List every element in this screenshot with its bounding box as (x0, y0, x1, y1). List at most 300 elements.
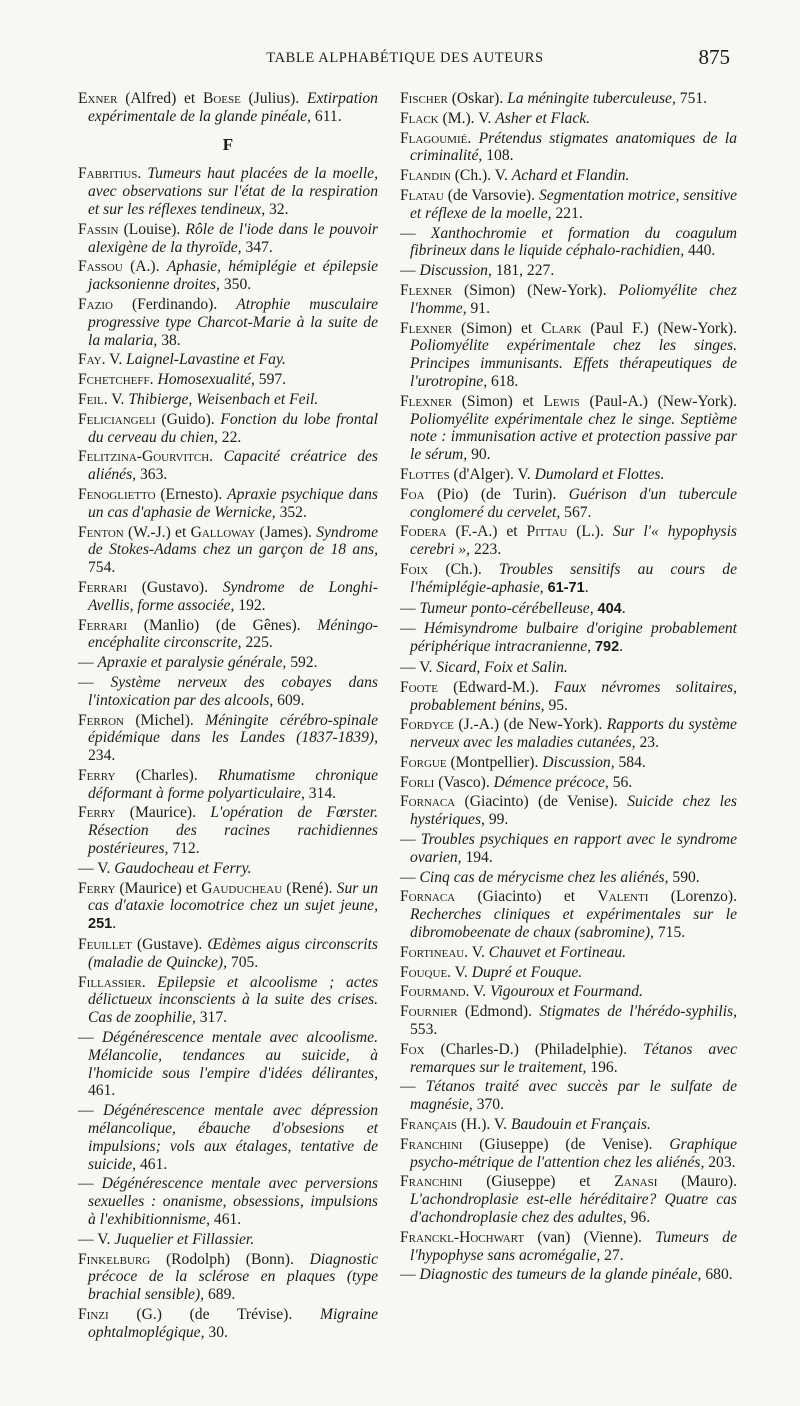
entry-text: (Gustavo). (127, 578, 223, 596)
index-entry (400, 964, 737, 982)
author-name: Flexner (400, 281, 453, 299)
work-title: L'achondroplasie est-elle héréditaire? Quatre cas d'achondroplasie chez des adultes, (410, 1191, 737, 1227)
entry-text: 680. (701, 1266, 733, 1284)
work-title: Capacité créatrice des aliénés, (88, 448, 378, 484)
index-entry (400, 262, 737, 280)
work-title: Extirpation expérimentale de la glande pinéale, (88, 90, 378, 125)
author-name: Finkelburg (78, 1250, 151, 1268)
work-title: Poliomyélite expérimentale chez les singes. Principes immunisants. Effets thérapeutiques de l'urotropine, (410, 337, 737, 390)
entry-text: — V. (400, 658, 437, 676)
entry-text: 96. (626, 1209, 651, 1227)
work-title: Troubles sensitifs au cours de l'hémiplégie-aphasie, (410, 560, 737, 596)
index-entry (78, 1102, 378, 1173)
entry-text: (Simon) et (452, 392, 544, 410)
index-entry (78, 371, 378, 389)
author-name: Exner (78, 90, 118, 107)
index-entry (400, 754, 737, 772)
work-title: Segmentation motrice, sensitive et réflexe de la moelle, (410, 186, 737, 222)
entry-text: 712. (168, 840, 200, 858)
entry-text: . (467, 129, 479, 147)
entry-text: (René). (282, 879, 337, 897)
work-title: Rôle de l'iode dans le pouvoir alexigène de la thyroïde, (88, 220, 378, 256)
entry-text: . V. (464, 943, 489, 961)
index-entry (400, 774, 737, 792)
entry-text: 590. (668, 868, 700, 886)
entry-text: (Pio) (de Turin). (424, 485, 569, 503)
entry-text: 567. (560, 503, 592, 521)
left-column (78, 90, 378, 1344)
entry-text: (Guido). (155, 410, 221, 428)
work-title: Prétendus stigmates anatomiques de la criminalité, (410, 129, 737, 165)
index-entry (78, 524, 378, 577)
entry-text: 181, 227. (491, 262, 555, 280)
author-name: Boese (202, 90, 241, 107)
entry-text: (A.). (122, 258, 167, 276)
entry-text: (Giacinto) et (455, 888, 598, 906)
entry-text: 350. (219, 276, 252, 294)
author-name: Foix (400, 560, 429, 578)
entry-text: (van) (Vienne). (524, 1228, 656, 1246)
entry-text: (Ch.). (428, 560, 499, 578)
author-name: Ferrari (78, 616, 128, 634)
entry-text: 225. (241, 634, 273, 652)
entry-text: — (400, 599, 420, 617)
author-name: Ferry (78, 766, 116, 784)
author-name: Fay (78, 351, 102, 369)
entry-text: 108. (482, 147, 514, 165)
work-title: Poliomyélite expérimentale chez le singe. Septième note : immunisation active et protection passive par le sérum, (410, 410, 737, 464)
work-title: Système nerveux des cobayes dans l'intoxication par des alcools, (88, 673, 378, 709)
index-entry (78, 654, 378, 672)
work-title: Apraxie et paralysie générale, (97, 654, 287, 672)
entry-text: — (400, 831, 421, 849)
entry-text: 347. (241, 238, 273, 256)
index-entry (78, 1306, 378, 1342)
entry-text: 90. (467, 446, 491, 464)
index-entry (400, 944, 737, 962)
entry-text: (Maurice) et (115, 879, 202, 897)
entry-text: (Alfred) et (117, 90, 203, 107)
entry-text: 194. (461, 848, 493, 866)
work-title: Baudouin et Français. (510, 1116, 651, 1134)
author-name: Flandin (400, 167, 451, 185)
entry-text: 314. (304, 784, 337, 802)
work-title: Graphique psycho-métrique de l'attention chez les aliénés, (410, 1135, 737, 1171)
author-name: Fourmand (400, 983, 466, 1001)
entry-text: 618. (487, 372, 519, 390)
author-name: Felitzina-Gourvitch (78, 448, 210, 466)
index-entry (400, 130, 737, 166)
work-title: Dumolard et Flottes. (534, 465, 665, 483)
author-name: Flottes (400, 465, 450, 483)
index-entry (400, 225, 737, 261)
author-name: Ferry (78, 879, 116, 897)
entry-text: — (400, 262, 420, 280)
entry-text: (H.). V. (456, 1116, 511, 1134)
work-title: Laignel-Lavastine et Fay. (126, 351, 286, 369)
right-column (400, 90, 737, 1286)
entry-text: 99. (484, 811, 509, 829)
entry-text: — (400, 224, 431, 242)
author-name: Fassou (78, 258, 123, 276)
author-name: Fenton (78, 523, 124, 541)
author-name: Valenti (597, 888, 649, 906)
index-entry (400, 282, 737, 318)
work-title: Dégénérescence mentale avec alcoolisme. Mélancolie, tendances au suicide, à l'homicide sous l'empire d'idées délirantes, (88, 1029, 378, 1082)
entry-text: 223. (470, 541, 502, 559)
entry-text: (F.-A.) et (446, 523, 527, 541)
entry-text: 751. (675, 90, 708, 107)
author-name: Fchetcheff (78, 371, 150, 389)
index-entry (78, 579, 378, 615)
page-number: 875 (698, 45, 730, 69)
index-entry (400, 1266, 737, 1284)
entry-text: 203. (704, 1153, 736, 1171)
entry-text: 553. (410, 1021, 438, 1039)
page-header (80, 45, 730, 78)
author-name: Foote (400, 678, 438, 696)
entry-text: 95. (544, 696, 568, 714)
work-title: Sur l'« hypophysis cerebri », (410, 523, 737, 559)
author-name: Forgue (400, 753, 447, 771)
entry-text: . (584, 578, 589, 596)
author-name: Fouque (400, 963, 448, 981)
entry-text: — (78, 1102, 104, 1120)
work-title: Discussion, (542, 753, 615, 771)
entry-text: . (141, 973, 158, 991)
work-title: Rapports du système nerveux avec les maladies cutanées, (410, 716, 737, 752)
entry-text: (Julius). (240, 90, 307, 107)
entry-text: 689. (204, 1286, 236, 1304)
entry-text: . (149, 371, 158, 389)
entry-text: (J.-A.) (de New-York). (453, 716, 607, 734)
author-name: Fischer (400, 90, 448, 107)
entry-text: 352. (275, 503, 307, 521)
entry-text: (Vasco). (434, 773, 494, 791)
entry-text: 192. (234, 596, 266, 614)
entry-text: 705. (227, 953, 259, 971)
index-entry (400, 1078, 737, 1114)
entry-text: — V. (78, 1230, 115, 1248)
entry-text: (Michel). (123, 711, 206, 729)
work-title: Dupré et Fouque. (471, 963, 583, 981)
entry-text: (Giacinto) (de Venise). (455, 793, 628, 811)
index-entry (78, 1231, 378, 1249)
entry-text: (Giuseppe) et (462, 1173, 615, 1191)
entry-text: (de Varsovie). (443, 186, 539, 204)
author-name: Fazio (78, 295, 113, 313)
author-name: Français (400, 1116, 457, 1134)
entry-text: — (400, 1266, 420, 1284)
entry-text: (James). (255, 523, 317, 541)
entry-text: (Charles-D.) (Philadelphie). (424, 1040, 644, 1058)
author-name: Fox (400, 1040, 425, 1058)
entry-text: 30. (204, 1323, 228, 1341)
index-entry (78, 1175, 378, 1228)
index-entry (400, 1116, 737, 1134)
author-name: Fassin (78, 220, 119, 238)
index-entry (78, 90, 378, 126)
entry-text: . (209, 448, 224, 466)
author-name: Pittau (526, 523, 568, 541)
work-title: Tumeurs de l'hypophyse sans acromégalie, (410, 1228, 738, 1264)
index-entry (400, 793, 737, 829)
author-name: Zanasi (614, 1173, 658, 1191)
author-name: Fabritius (78, 165, 138, 183)
index-entry (400, 869, 737, 887)
work-title: Faux névromes solitaires, probablement bénins, (410, 678, 737, 714)
entry-text: (M.). V. (438, 109, 496, 127)
page-ref-bold: 404 (597, 600, 622, 617)
work-title: Fonction du lobe frontal du cerveau du chien, (88, 410, 378, 446)
index-entry (400, 1173, 737, 1226)
entry-text: — (78, 673, 111, 691)
work-title: Apraxie psychique dans un cas d'aphasie de Wernicke, (88, 485, 378, 521)
entry-text: 440. (684, 242, 716, 260)
index-entry (78, 1251, 378, 1304)
index-entry (400, 320, 737, 391)
author-name: Fornaca (400, 888, 456, 906)
work-title: Gaudocheau et Ferry. (114, 859, 252, 877)
entry-text: — (400, 868, 420, 886)
index-entry (78, 221, 378, 257)
page-ref-bold: 251 (88, 916, 113, 933)
work-title: Dégénérescence mentale avec dépression mélancolique, ébauche d'obsesions et impulsions; vols aux étalages, tentative de suicide, (88, 1102, 378, 1173)
index-entry (78, 391, 378, 409)
author-name: Gauducheau (201, 879, 283, 897)
index-entry (400, 679, 737, 715)
entry-text: (Oskar). (447, 90, 508, 107)
work-title: Sicard, Foix et Salin. (436, 658, 568, 676)
index-entry (78, 411, 378, 447)
entry-text: (Rodolph) (Bonn). (150, 1250, 310, 1268)
index-entry (78, 974, 378, 1027)
work-title: La méningite tuberculeuse, (507, 90, 676, 107)
work-title: Cinq cas de mérycisme chez les aliénés, (419, 868, 669, 886)
entry-text: (L.). (567, 523, 613, 541)
work-title: Hémisyndrome bulbaire d'origine probablement périphérique intracranienne, (410, 620, 737, 656)
entry-text: 32. (265, 200, 289, 218)
work-title: Guérison d'un tubercule conglomeré du cervelet, (410, 485, 737, 521)
index-entry (400, 1136, 737, 1172)
entry-text: . V. (465, 983, 491, 1001)
index-entry (400, 393, 737, 464)
index-entry (78, 258, 378, 294)
entry-text: (Edward-M.). (438, 678, 555, 696)
entry-text: 611. (311, 107, 342, 125)
index-entry (78, 296, 378, 349)
entry-text: 91. (466, 299, 490, 317)
work-title: L'opération de Fœrster. Résection des racines rachidiennes postérieures, (88, 804, 378, 858)
author-name: Franchini (400, 1135, 463, 1153)
entry-text: . V. (101, 351, 127, 369)
entry-text: 56. (608, 773, 633, 791)
work-title: Migraine ophtalmoplégique, (88, 1306, 378, 1341)
author-name: Fodera (400, 523, 447, 541)
entry-text: (d'Alger). V. (449, 465, 535, 483)
work-title: Syndrome de Stokes-Adams chez un garçon de 18 ans, (88, 523, 378, 559)
entry-text: (W.-J.) et (123, 523, 191, 541)
entry-text: 754. (88, 559, 116, 577)
index-entry (400, 90, 737, 108)
work-title: Thibierge, Weisenbach et Feil. (128, 390, 319, 408)
author-name: Fournier (400, 1003, 458, 1021)
entry-text: (Maurice). (115, 804, 211, 822)
index-entry (78, 617, 378, 653)
author-name: Flexner (400, 319, 453, 337)
index-entry (400, 983, 737, 1001)
author-name: Franchini (400, 1173, 463, 1191)
entry-text: (Louise). (118, 220, 186, 238)
index-entry (78, 165, 378, 218)
work-title: Sur un cas d'ataxie locomotrice chez un sujet jeune, (88, 879, 378, 915)
entry-text: 461. (210, 1211, 242, 1229)
work-title: Chauvet et Fortineau. (488, 943, 627, 961)
index-entry (400, 523, 737, 559)
author-name: Galloway (190, 523, 256, 541)
work-title: Juquelier et Fillassier. (114, 1230, 255, 1248)
author-name: Fordyce (400, 716, 454, 734)
work-title: Œdèmes aigus circonscrits (maladie de Quincke), (88, 936, 378, 971)
index-entry (78, 804, 378, 857)
entry-text: (Simon) (New-York). (452, 281, 619, 299)
section-letter: F (222, 134, 234, 154)
entry-text: — (400, 620, 424, 638)
entry-text: 592. (286, 654, 318, 672)
work-title: Démence précoce, (493, 773, 609, 791)
entry-text: (Charles). (115, 766, 218, 784)
author-name: Ferron (78, 711, 124, 729)
work-title: Atrophie musculaire progressive type Charcot-Marie à la suite de la malaria, (88, 295, 378, 349)
work-title: Asher et Flack. (495, 109, 591, 127)
index-entry (78, 486, 378, 522)
entry-text: (G.) (de Trévise). (108, 1306, 320, 1323)
entry-text: (Paul F.) (New-York). (581, 319, 737, 337)
work-title: Aphasie, hémiplégie et épilepsie jacksonienne droites, (88, 258, 378, 294)
author-name: Feuillet (78, 936, 132, 954)
entry-text: — (78, 1029, 102, 1047)
entry-text: . V. (447, 963, 472, 981)
page-ref-bold: 61-71 (547, 579, 585, 596)
work-title: Xanthochromie et formation du coagulum fibrineux dans le liquide céphalo-rachidien, (410, 224, 737, 260)
entry-text: (Edmond). (457, 1003, 540, 1021)
entry-text: (Ferdinando). (112, 295, 237, 313)
index-entry (400, 888, 737, 941)
work-title: Homosexualité, (157, 371, 255, 389)
work-title: Méningo-encéphalite circonscrite, (88, 616, 378, 652)
author-name: Fortineau (400, 943, 465, 961)
work-title: Suicide chez les hystériques, (410, 793, 738, 829)
work-title: Tétanos avec remarques sur le traitement, (410, 1040, 737, 1076)
entry-text: 317. (195, 1009, 228, 1027)
author-name: Fillassier (78, 973, 142, 991)
entry-text: (Ch.). V. (450, 167, 512, 185)
entry-text: . (621, 599, 626, 617)
work-title: Méningite cérébro-spinale épidémique dans les Landes (1837-1839), (88, 711, 378, 747)
author-name: Fornaca (400, 793, 456, 811)
index-entry (78, 351, 378, 369)
index-entry (400, 561, 737, 598)
entry-text: (Mauro). (657, 1173, 737, 1191)
index-entry (400, 486, 737, 522)
entry-text: (Gustave). (131, 936, 208, 954)
author-name: Lewis (543, 392, 580, 410)
author-name: Feliciangeli (78, 410, 156, 428)
index-entry (400, 1041, 737, 1077)
author-name: Flexner (400, 392, 453, 410)
entry-text: . (619, 638, 624, 656)
entry-text: 584. (614, 753, 646, 771)
work-title: Achard et Flandin. (511, 167, 630, 185)
work-title: Vigouroux et Fourmand. (490, 983, 643, 1001)
author-name: Fenoglietto (78, 485, 156, 503)
entry-text: — (78, 1175, 102, 1193)
author-name: Clark (541, 319, 582, 337)
author-name: Forli (400, 773, 435, 791)
author-name: Foa (400, 485, 425, 503)
entry-text: 461. (88, 1082, 116, 1100)
index-entry (78, 1029, 378, 1100)
entry-text: 221. (551, 204, 583, 222)
index-entry (78, 936, 378, 972)
entry-text: 196. (586, 1058, 618, 1076)
entry-text: (Giuseppe) (de Venise). (462, 1135, 670, 1153)
entry-text: (Paul-A.) (New-York). (579, 392, 737, 410)
entry-text: (Montpellier). (446, 753, 543, 771)
index-entry (400, 110, 737, 128)
index-entry (400, 716, 737, 752)
author-name: Franckl-Hochwart (400, 1228, 525, 1246)
index-entry (400, 466, 737, 484)
entry-text: 38. (157, 331, 181, 349)
entry-text: 27. (600, 1246, 624, 1264)
work-title: Troubles psychiques en rapport avec le syndrome ovarien, (410, 831, 737, 866)
author-name: Finzi (78, 1306, 109, 1323)
index-entry (400, 659, 737, 677)
entry-text: 234. (88, 747, 116, 765)
entry-text: . V. (103, 390, 129, 408)
entry-text: 370. (472, 1096, 504, 1114)
entry-text: 609. (273, 691, 305, 709)
work-title: Epilepsie et alcoolisme ; actes délictueux inconscients à la suite des crises. Cas de zoophilie, (88, 973, 379, 1027)
entry-text: (Simon) et (452, 319, 542, 337)
entry-text: (Ernesto). (155, 485, 228, 503)
entry-text: — V. (78, 859, 115, 877)
index-entry (400, 187, 737, 223)
index-entry (400, 167, 737, 185)
work-title: Poliomyélite chez l'homme, (410, 281, 738, 317)
index-entry (78, 448, 378, 484)
author-name: Feil (78, 390, 104, 408)
entry-text: . (137, 165, 148, 183)
entry-text: (Lorenzo). (648, 888, 738, 906)
entry-text: (Manlio) (de Gênes). (127, 616, 318, 634)
index-entry (78, 712, 378, 765)
author-name: Flack (400, 109, 439, 127)
index-entry (400, 600, 737, 619)
entry-text: 597. (254, 371, 287, 389)
index-entry (400, 620, 737, 657)
author-name: Ferry (78, 804, 116, 822)
work-title: Tumeur ponto-cérébelleuse, (419, 599, 594, 617)
entry-text: 461. (136, 1155, 168, 1173)
author-name: Ferrari (78, 578, 128, 596)
work-title: Diagnostic précoce de la sclérose en plaques (type brachial sensible), (88, 1250, 378, 1304)
entry-text: — (78, 654, 98, 672)
entry-text: 363. (136, 466, 168, 484)
work-title: Syndrome de Longhi-Avellis, forme associée, (88, 578, 379, 614)
work-title: Rhumatisme chronique déformant à forme polyarticulaire, (88, 766, 379, 802)
